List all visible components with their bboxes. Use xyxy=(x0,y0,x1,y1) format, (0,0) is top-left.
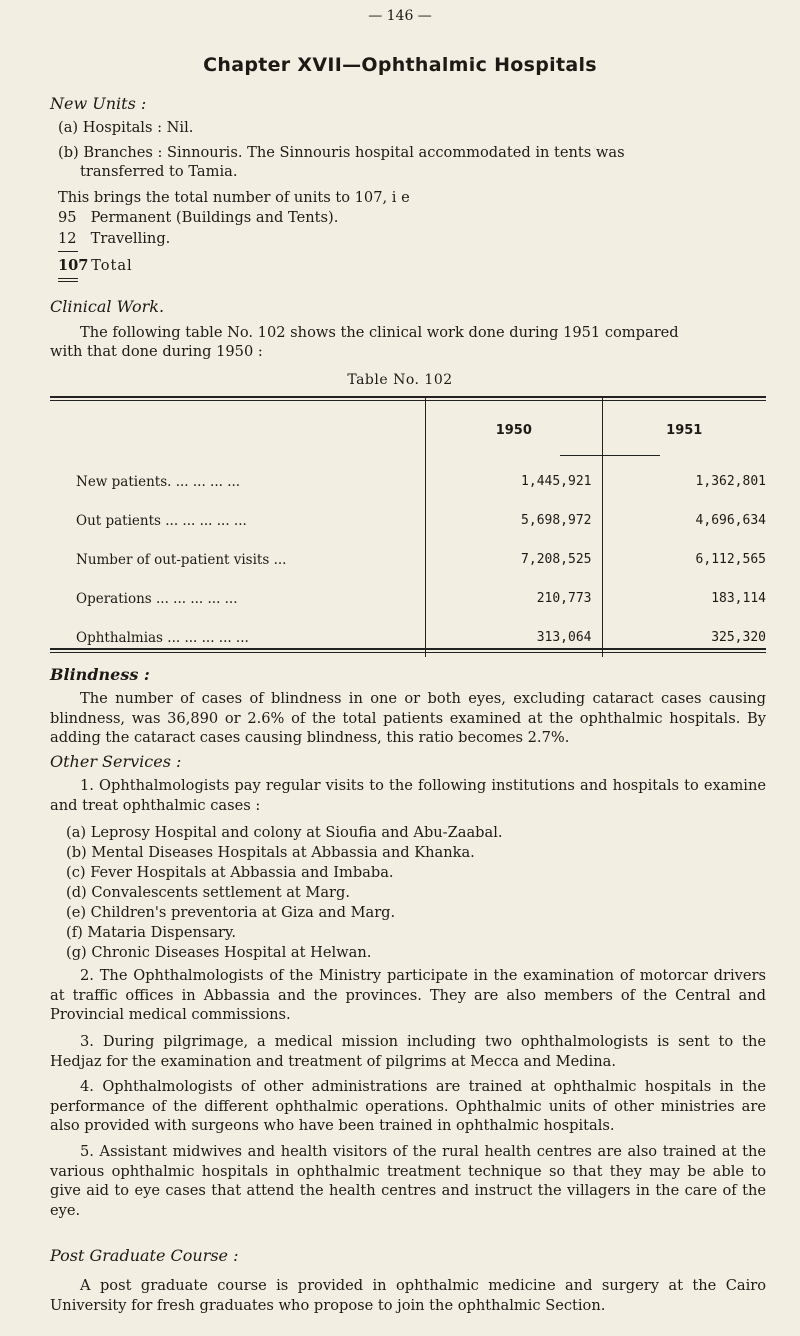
totals-number: 107 xyxy=(58,257,89,274)
table-header-row xyxy=(50,398,766,462)
cell-1951: 325,320 xyxy=(602,618,766,657)
service-item: 4. Ophthalmologists of other administrations are trained at ophthalmic hospitals in the performance of the different ophthalmic operations. Ophthalmic units of other ministries are also provided with surgeons who have been trained in ophthalmic hospitals. xyxy=(50,1078,766,1134)
hospitals-line: (a) Hospitals : Nil. xyxy=(58,119,194,136)
institution-item: (g) Chronic Diseases Hospital at Helwan. xyxy=(66,944,372,961)
institution-item: (b) Mental Diseases Hospitals at Abbassia and Khanka. xyxy=(66,844,475,861)
table-row xyxy=(50,579,766,618)
institution-item: (d) Convalescents settlement at Marg. xyxy=(66,884,351,901)
table-bottom-rule xyxy=(50,648,766,650)
totals-label: Travelling. xyxy=(90,230,171,247)
cell-1950: 1,445,921 xyxy=(426,462,602,501)
service-item: 3. During pilgrimage, a medical mission including two ophthalmologists is sent to the Hedjaz for the examination and treatment of pilgrims at Mecca and Medina. xyxy=(50,1033,766,1070)
cell-1951: 4,696,634 xyxy=(602,501,766,540)
chapter-title: Chapter XVII—Ophthalmic Hospitals xyxy=(203,54,597,76)
cell-1950: 210,773 xyxy=(426,579,602,618)
row-label: Operations ... ... ... ... ... xyxy=(76,590,238,607)
row-label: Out patients ... ... ... ... ... xyxy=(76,512,247,529)
clinical-para-line-2: with that done during 1950 : xyxy=(50,343,263,360)
cell-1950: 313,064 xyxy=(426,618,602,657)
institution-item: (a) Leprosy Hospital and colony at Sioufia and Abu-Zaabal. xyxy=(66,824,503,841)
totals-number: 95 xyxy=(58,209,77,226)
branches-line-1: (b) Branches : Sinnouris. The Sinnouris hospital accommodated in tents was xyxy=(58,144,625,161)
totals-row xyxy=(58,208,338,227)
cell-1951: 1,362,801 xyxy=(602,462,766,501)
clinical-table xyxy=(50,398,766,657)
table-bottom-rule xyxy=(50,652,766,653)
table-title: Table No. 102 xyxy=(347,372,453,388)
post-graduate-heading: Post Graduate Course : xyxy=(50,1246,239,1265)
cell-1950: 7,208,525 xyxy=(426,540,602,579)
post-graduate-text: A post graduate course is provided in ophthalmic medicine and surgery at the Cairo University for fresh graduates who propose to join the ophthalmic Section. xyxy=(50,1277,766,1314)
table-header-1950: 1950 xyxy=(426,398,602,462)
service-item: 2. The Ophthalmologists of the Ministry participate in the examination of motorcar drivers at traffic offices in Abbassia and the provinces. They are also members of the Central and Provincial medical commissions. xyxy=(50,967,766,1023)
totals-double-underline xyxy=(58,278,78,279)
totals-double-underline xyxy=(58,281,78,282)
page-number: — 146 — xyxy=(368,8,432,24)
totals-number: 12 xyxy=(58,230,77,247)
totals-row xyxy=(58,229,170,248)
service-item: 5. Assistant midwives and health visitors of the rural health centres are also trained at the various ophthalmic hospitals in ophthalmic treatment technique so that they may be able to give aid to eye cases that attend the health centres and instruct the villagers in the care of the eye. xyxy=(50,1143,766,1219)
total-intro-line: This brings the total number of units to 107, i e xyxy=(58,189,410,206)
cell-1951: 6,112,565 xyxy=(602,540,766,579)
totals-label: Permanent (Buildings and Tents). xyxy=(90,209,339,226)
institution-item: (e) Children's preventoria at Giza and Marg. xyxy=(66,904,396,921)
new-units-heading: New Units : xyxy=(50,94,147,113)
table-header-blank xyxy=(50,398,426,462)
other-services-heading: Other Services : xyxy=(50,752,182,771)
blindness-heading: Blindness : xyxy=(50,665,150,684)
service-item: 1. Ophthalmologists pay regular visits to the following institutions and hospitals to examine and treat ophthalmic cases : xyxy=(50,777,766,814)
totals-underline xyxy=(58,251,78,252)
cell-1951: 183,114 xyxy=(602,579,766,618)
table-row xyxy=(50,462,766,501)
cell-1950: 5,698,972 xyxy=(426,501,602,540)
table-row xyxy=(50,501,766,540)
blindness-text: The number of cases of blindness in one or both eyes, excluding cataract cases causing blindness, was 36,890 or 2.6% of the total patients examined at the ophthalmic hospitals. By adding the cataract cases causing blindness, this ratio becomes 2.7%. xyxy=(50,690,766,746)
row-label: New patients. ... ... ... ... xyxy=(76,473,241,490)
table-row xyxy=(50,540,766,579)
row-label: Ophthalmias ... ... ... ... ... xyxy=(76,629,249,646)
institution-item: (f) Mataria Dispensary. xyxy=(66,924,236,941)
totals-label: Total xyxy=(91,257,133,274)
row-label: Number of out-patient visits ... xyxy=(76,551,287,568)
clinical-heading: Clinical Work. xyxy=(50,297,165,316)
table-header-1951: 1951 xyxy=(602,398,766,462)
totals-row xyxy=(58,256,133,275)
institution-item: (c) Fever Hospitals at Abbassia and Imbaba. xyxy=(66,864,394,881)
header-underline xyxy=(560,455,660,456)
branches-line-2: transferred to Tamia. xyxy=(80,163,238,180)
clinical-para-line-1: The following table No. 102 shows the clinical work done during 1951 compared xyxy=(80,324,679,341)
